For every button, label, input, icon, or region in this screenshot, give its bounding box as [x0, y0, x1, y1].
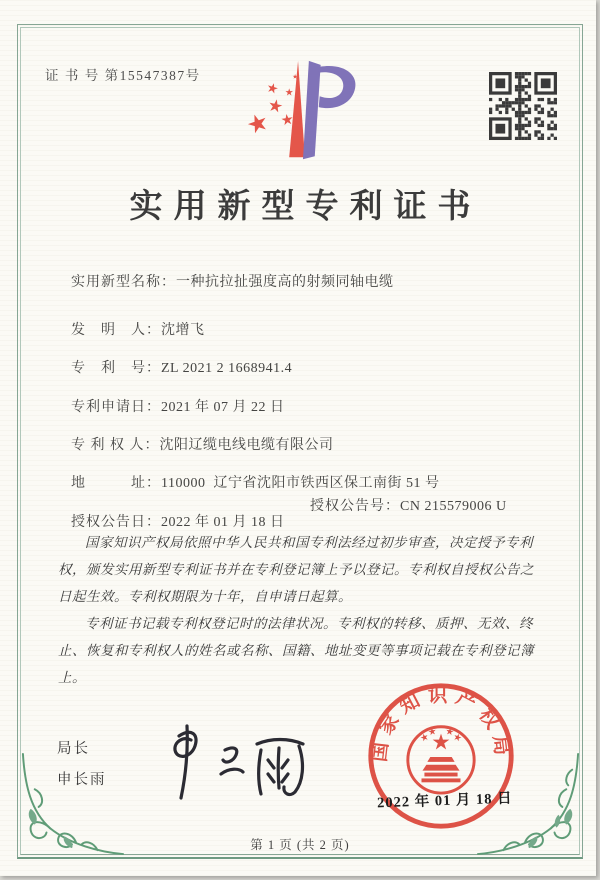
page-number: 第 1 页 (共 2 页) — [250, 838, 350, 852]
grant-number-pair — [310, 495, 507, 515]
field-value: 一种抗拉扯强度高的射频同轴电缆 — [176, 275, 394, 290]
field-row-patentee — [57, 418, 557, 453]
field-value: 2021 年 07 月 22 日 — [161, 400, 285, 415]
field-row-name — [57, 255, 557, 290]
field-label: 专 利 权 人： — [71, 438, 160, 453]
field-label: 地 址： — [71, 476, 161, 491]
field-value: 沈阳辽缆电线电缆有限公司 — [159, 438, 334, 453]
field-row-inventor — [57, 303, 557, 338]
seal-text: 国家知识产权局 — [369, 685, 513, 764]
corner-flourish-icon — [19, 750, 127, 858]
signer-title: 局长 — [57, 741, 90, 757]
signer-name: 申长雨 — [57, 772, 107, 788]
field-row-grant — [57, 495, 557, 530]
field-value: 2022 年 01 月 18 日 — [161, 515, 285, 530]
field-value: 110000 辽宁省沈阳市铁西区保工南街 51 号 — [161, 476, 440, 491]
svg-text:国家知识产权局 — [368, 683, 513, 763]
field-value: 沈增飞 — [161, 323, 205, 338]
certificate-title: 实用新型专利证书 — [129, 189, 482, 225]
field-label: 授权公告日： — [71, 515, 161, 530]
field-label: 专利申请日： — [71, 400, 161, 415]
national-emblem-icon — [408, 727, 474, 793]
field-label: 实用新型名称： — [71, 275, 176, 290]
signature-icon — [155, 722, 325, 802]
certificate-number: 证 书 号 第15547387号 — [45, 68, 201, 83]
body-paragraph: 专利证书记载专利权登记时的法律状况。专利权的转移、质押、无效、终止、恢复和专利权人的姓名或名称、国籍、地址变更等事项记载在专利登记簿上。 — [58, 616, 534, 685]
field-value: CN 215579006 U — [400, 499, 507, 514]
field-label: 授权公告号： — [310, 499, 400, 514]
field-label: 专 利 号： — [71, 361, 161, 376]
qr-code-icon — [489, 72, 557, 140]
seal-date: 2022 年 01 月 18 日 — [376, 790, 513, 812]
cnipa-logo-icon — [242, 58, 360, 168]
field-value: ZL 2021 2 1668941.4 — [161, 361, 293, 376]
field-row-application-date — [57, 380, 557, 415]
certificate-body-text — [58, 529, 546, 691]
field-row-address — [57, 456, 557, 491]
field-label: 发 明 人： — [71, 323, 161, 338]
field-row-patent-number — [57, 341, 557, 376]
body-paragraph: 国家知识产权局依照中华人民共和国专利法经过初步审查，决定授予专利权，颁发实用新型专利证书并在专利登记簿上予以登记。专利权自授权公告之日起生效。专利权期限为十年，自申请日起算。 — [58, 535, 534, 604]
